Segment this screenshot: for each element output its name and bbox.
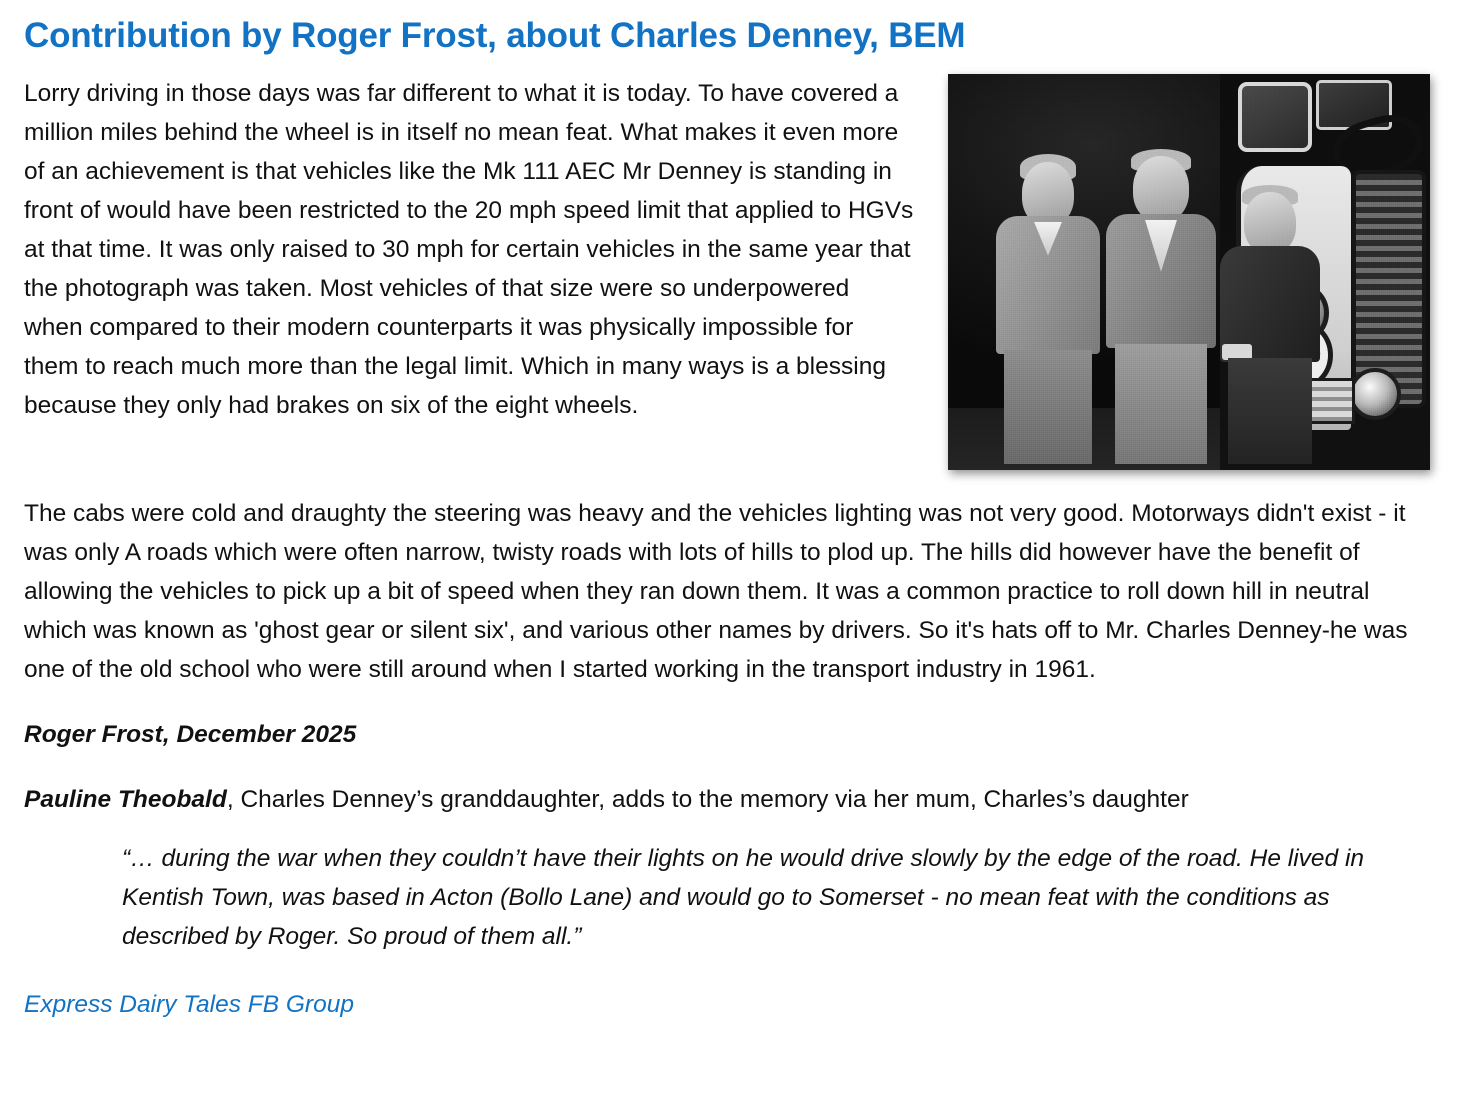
head bbox=[1244, 192, 1296, 254]
trousers bbox=[1115, 344, 1207, 464]
paragraph-two: The cabs were cold and draughty the steering was heavy and the vehicles lighting was not very good. Motorways didn't exist - it was only A roads which were often narrow, twisty roads with lots of hills to plod up. The hills did however have the benefit of allowing the vehicles to pick up a bit of speed when they ran down them. It was a common practice to roll down hill in neutral which was known as 'ghost gear or silent six', and various other names by drivers. So it's hats off to Mr. Charles Denney-he was one of the old school who were still around when I started working in the transport industry in 1961. bbox=[24, 499, 1408, 683]
page-title: Contribution by Roger Frost, about Charles Denney, BEM bbox=[24, 16, 966, 55]
head bbox=[1133, 156, 1189, 222]
photo-person-centre bbox=[1106, 118, 1216, 464]
paragraph-one: Lorry driving in those days was far different to what it is today. To have covered a million miles behind the wheel is in itself no mean feat. What makes it even more of an achievement is that vehicles like the Mk 111 AEC Mr Denney is standing in front of would have been restricted to the 20 mph speed limit that applied to HGVs at that time. It was only raised to 30 mph for certain vehicles in the same year that the photograph was taken. Most vehicles of that size were so underpowered when compared to their modern counterparts it was physically impossible for them to reach much more than the legal limit. Which in many ways is a blessing because they only had brakes on six of the eight wheels. bbox=[24, 79, 914, 419]
author-signature: Roger Frost, December 2025 bbox=[24, 720, 357, 748]
express-dairy-tales-fb-group-link[interactable]: Express Dairy Tales FB Group bbox=[24, 990, 354, 1018]
pull-quote: “… during the war when they couldn’t have their lights on he would drive slowly by the edge of the road. He lived in Kentish Town, was based in Acton (Bollo Lane) and would go to Somerset - no mean feat with the conditions as described by Roger. So proud of them all.” bbox=[122, 844, 1365, 950]
secondary-headlamp-icon bbox=[1349, 368, 1401, 420]
photo-person-right-driver bbox=[1220, 146, 1320, 464]
attribution-line bbox=[24, 780, 1438, 819]
intro-block bbox=[24, 74, 1438, 494]
photo-scene bbox=[948, 74, 1430, 470]
attribution-rest: , Charles Denney’s granddaughter, adds to the memory via her mum, Charles’s daughter bbox=[226, 785, 1189, 813]
cab-window-icon bbox=[1238, 82, 1312, 152]
photo-person-left bbox=[996, 134, 1100, 464]
attribution-name: Pauline Theobald bbox=[24, 785, 227, 813]
trousers bbox=[1228, 358, 1312, 464]
photo-figure bbox=[948, 74, 1430, 470]
historical-photo bbox=[948, 74, 1430, 470]
trousers bbox=[1004, 350, 1091, 464]
